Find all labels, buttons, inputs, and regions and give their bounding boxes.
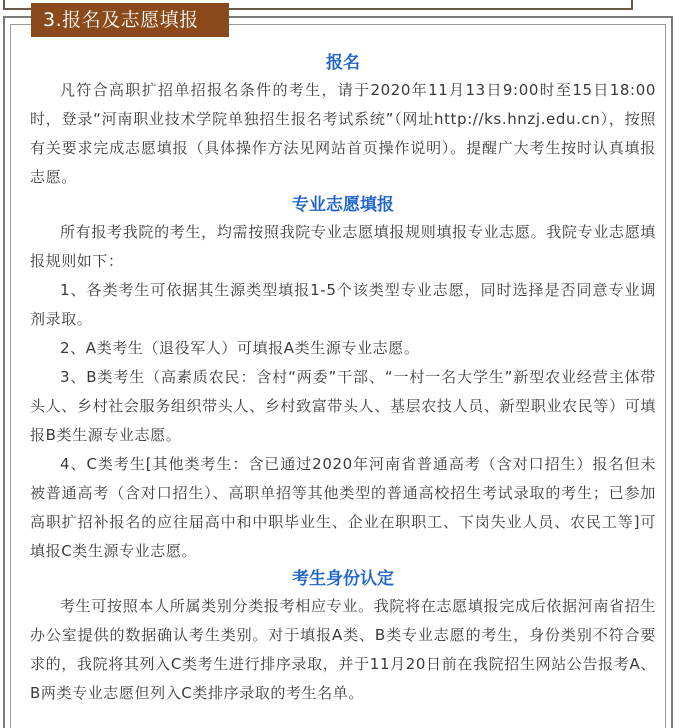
- rule-item-2: 2、A类考生（退役军人）可填报A类生源专业志愿。: [60, 339, 420, 357]
- identity-heading: 考生身份认定: [292, 569, 394, 589]
- major-choice-intro: 所有报考我院的考生，均需按照我院专业志愿填报规则填报专业志愿。我院专业志愿填报规则如下：: [30, 223, 656, 270]
- major-choice-heading: 专业志愿填报: [292, 195, 394, 215]
- registration-paragraph: 凡符合高职扩招单招报名条件的考生，请于2020年11月13日9:00时至15日18:00时，登录“河南职业技术学院单独招生报名考试系统”（网址http://ks.hnzj.edu.cn），按照有关要求完成志愿填报（具体操作方法见网站首页操作说明）。提醒广大考生按时认真填报志愿。: [30, 81, 656, 186]
- rule-item-4: 4、C类考生[其他类考生：含已通过2020年河南省普通高考（含对口招生）报名但未被普通高考（含对口招生）、高职单招等其他类型的普通高校招生考试录取的考生；已参加高职扩招补报名的应往届高中和中职毕业生、企业在职职工、下岗失业人员、农民工等]可填报C类生源专业志愿。: [30, 455, 656, 560]
- content-body: [30, 50, 656, 708]
- registration-heading: 报名: [326, 53, 360, 73]
- section-title-tab: 3.报名及志愿填报: [31, 3, 229, 37]
- rule-item-3: 3、B类考生（高素质农民：含村“两委”干部、“一村一名大学生”新型农业经营主体带头人、乡村社会服务组织带头人、乡村致富带头人、基层农技人员、新型职业农民等）可填报B类生源专业志愿。: [30, 368, 656, 444]
- identity-paragraph: 考生可按照本人所属类别分类报考相应专业。我院将在志愿填报完成后依据河南省招生办公室提供的数据确认考生类别。对于填报A类、B类专业志愿的考生，身份类别不符合要求的，我院将其列入C类考生进行排序录取，并于11月20日前在我院招生网站公告报考A、B两类专业志愿但列入C类排序录取的考生名单。: [30, 597, 656, 702]
- rule-item-1: 1、各类考生可依据其生源类型填报1-5个该类型专业志愿，同时选择是否同意专业调剂录取。: [30, 281, 656, 328]
